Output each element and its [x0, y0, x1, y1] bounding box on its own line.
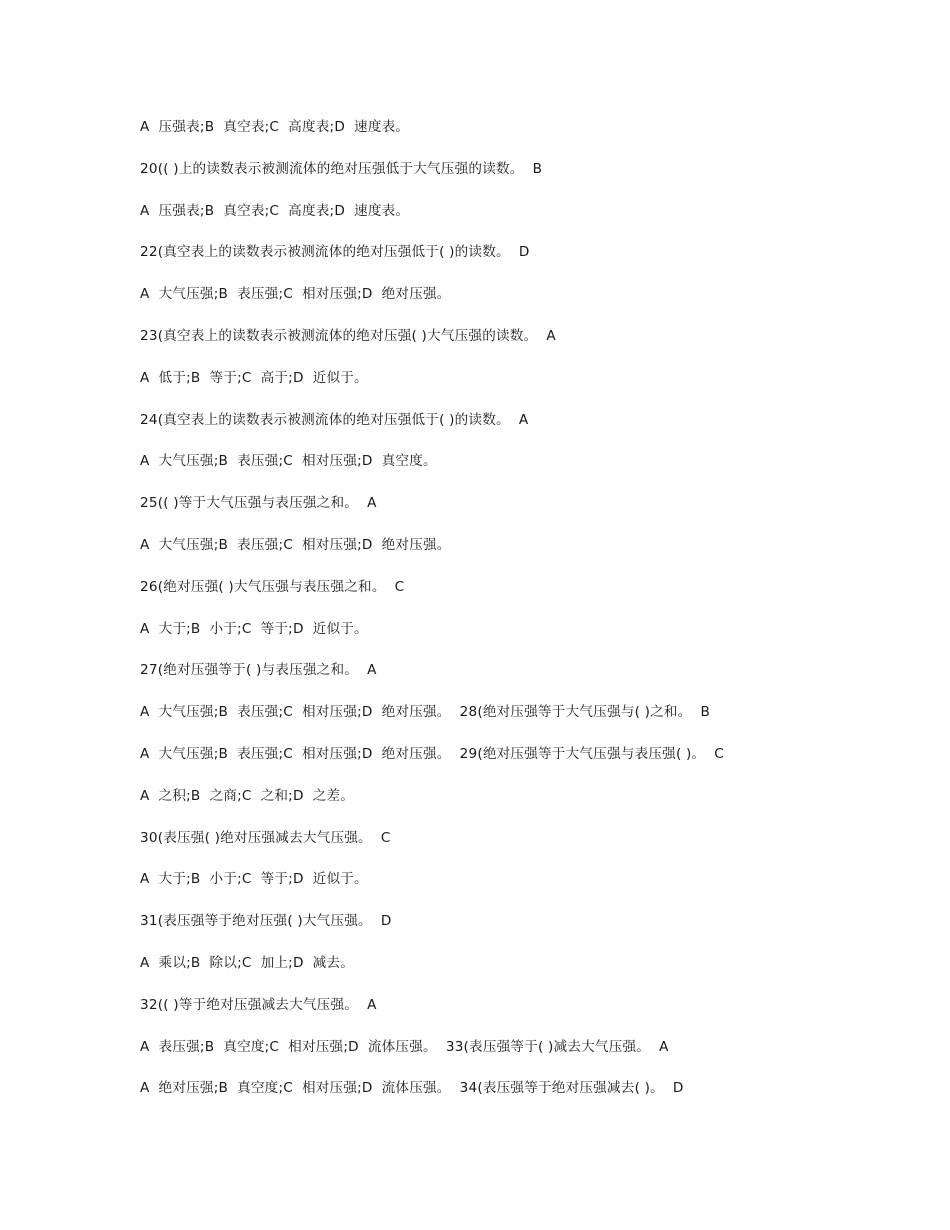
text-line: A 大气压强;B 表压强;C 相对压强;D 绝对压强。 — [140, 536, 451, 553]
text-line: 30(表压强( )绝对压强减去大气压强。 C — [140, 829, 391, 846]
text-line: 22(真空表上的读数表示被测流体的绝对压强低于( )的读数。 D — [140, 244, 530, 261]
text-line: A 表压强;B 真空度;C 相对压强;D 流体压强。 33(表压强等于( )减去大气压强。 A — [140, 1038, 669, 1055]
text-line: A 低于;B 等于;C 高于;D 近似于。 — [140, 369, 368, 386]
question-list — [140, 117, 840, 1120]
text-line: A 大气压强;B 表压强;C 相对压强;D 真空度。 — [140, 453, 437, 470]
text-line: A 大于;B 小于;C 等于;D 近似于。 — [140, 871, 368, 888]
text-line: 23(真空表上的读数表示被测流体的绝对压强( )大气压强的读数。 A — [140, 327, 556, 344]
text-line: A 绝对压强;B 真空度;C 相对压强;D 流体压强。 34(表压强等于绝对压强减去( )。 D — [140, 1080, 684, 1097]
text-line: 32(( )等于绝对压强减去大气压强。 A — [140, 996, 377, 1013]
text-line: A 大气压强;B 表压强;C 相对压强;D 绝对压强。 — [140, 286, 451, 303]
text-line: A 大于;B 小于;C 等于;D 近似于。 — [140, 620, 368, 637]
text-line: A 乘以;B 除以;C 加上;D 减去。 — [140, 954, 355, 971]
text-line: A 压强表;B 真空表;C 高度表;D 速度表。 — [140, 119, 410, 135]
text-line: 24(真空表上的读数表示被测流体的绝对压强低于( )的读数。 A — [140, 411, 529, 428]
text-line: A 大气压强;B 表压强;C 相对压强;D 绝对压强。 28(绝对压强等于大气压强与( )之和。 B — [140, 704, 711, 721]
text-line: 20(( )上的读数表示被测流体的绝对压强低于大气压强的读数。 B — [140, 160, 543, 177]
text-line: A 大气压强;B 表压强;C 相对压强;D 绝对压强。 29(绝对压强等于大气压强与表压强( )。 C — [140, 745, 725, 762]
text-line: A 压强表;B 真空表;C 高度表;D 速度表。 — [140, 202, 410, 219]
text-line: 25(( )等于大气压强与表压强之和。 A — [140, 495, 377, 512]
text-line: A 之积;B 之商;C 之和;D 之差。 — [140, 787, 355, 804]
text-line: 26(绝对压强( )大气压强与表压强之和。 C — [140, 578, 405, 595]
text-line: 31(表压强等于绝对压强( )大气压强。 D — [140, 913, 392, 930]
text-line: 27(绝对压强等于( )与表压强之和。 A — [140, 662, 377, 679]
